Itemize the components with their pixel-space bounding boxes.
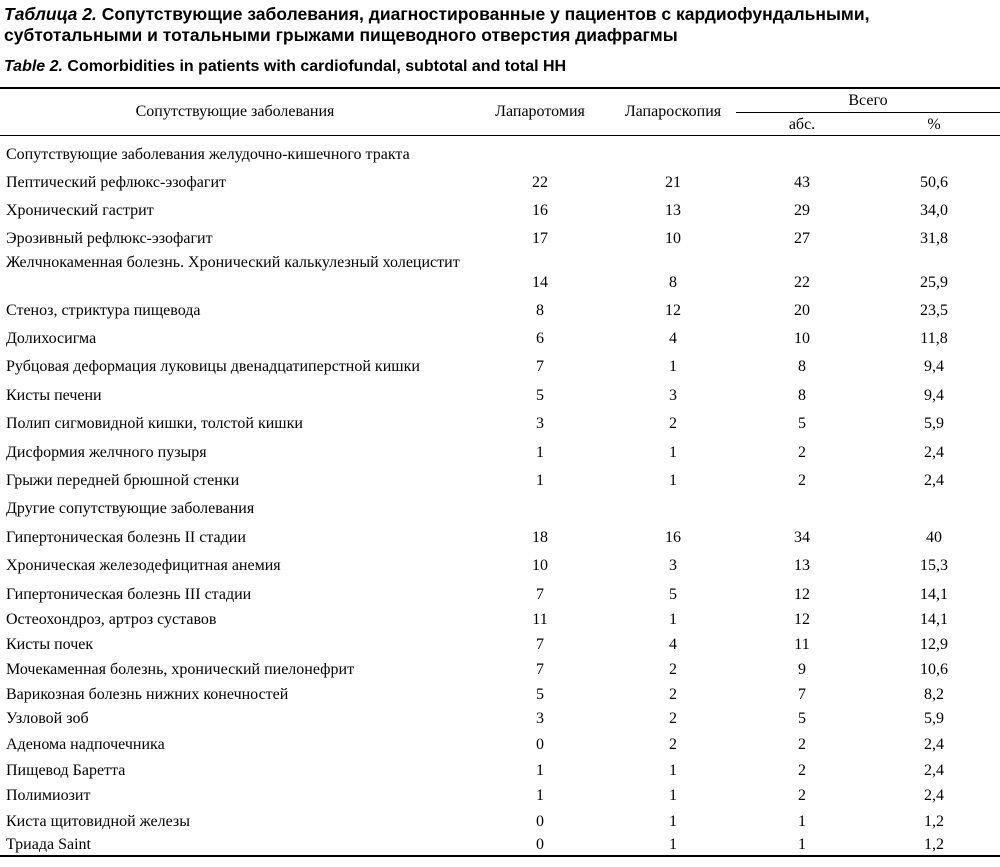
table-header-rule [0,135,1000,136]
cell-total-abs: 22 [794,274,810,291]
cell-laparotomy: 1 [536,762,544,779]
cell-laparoscopy: 13 [665,202,681,219]
header-total-percent: % [927,116,941,133]
cell-laparoscopy: 1 [669,611,677,628]
cell-total-percent: 11,8 [920,330,948,347]
cell-laparoscopy: 1 [669,836,677,853]
cell-total-abs: 8 [798,358,806,375]
cell-total-abs: 8 [798,387,806,404]
cell-laparoscopy: 2 [669,710,677,727]
cell-total-percent: 10,6 [920,661,948,678]
cell-laparotomy: 14 [532,274,548,291]
cell-laparotomy: 1 [536,444,544,461]
header-laparoscopy: Лапароскопия [624,103,722,120]
cell-laparotomy: 3 [536,415,544,432]
table-caption-en [4,57,996,77]
cell-comorbidity: Пищевод Баретта [6,762,126,779]
cell-laparotomy: 5 [536,387,544,404]
cell-laparoscopy: 5 [669,586,677,603]
cell-total-percent: 25,9 [920,274,948,291]
cell-total-percent: 14,1 [920,586,948,603]
cell-total-abs: 27 [794,230,810,247]
cell-total-percent: 2,4 [924,762,944,779]
cell-total-abs: 12 [794,611,810,628]
cell-laparoscopy: 1 [669,787,677,804]
table-caption-ru-text: Сопутствующие заболевания, диагностированные у пациентов с кардиофундальными, субтотальными и тотальными грыжами пищеводного отверстия диафрагмы [4,4,870,45]
header-total: Всего [848,92,888,109]
cell-total-abs: 43 [794,174,810,191]
cell-laparoscopy: 10 [665,230,681,247]
cell-laparoscopy: 16 [665,529,681,546]
cell-comorbidity: Гипертоническая болезнь III стадии [6,586,252,603]
cell-laparotomy: 7 [536,661,544,678]
cell-total-abs: 20 [794,302,810,319]
cell-comorbidity: Триада Saint [6,836,91,853]
cell-total-percent: 15,3 [920,557,948,574]
cell-comorbidity: Киста щитовидной железы [6,813,190,830]
table-caption-en-label: Table 2. [4,58,63,75]
cell-laparotomy: 7 [536,636,544,653]
cell-comorbidity: Гипертоническая болезнь II стадии [6,529,246,546]
cell-total-abs: 2 [798,444,806,461]
cell-comorbidity: Желчнокаменная болезнь. Хронический калькулезный холецистит [6,254,460,271]
cell-laparoscopy: 21 [665,174,681,191]
cell-comorbidity: Остеохондроз, артроз суставов [6,611,217,628]
table-caption-en-text: Comorbidities in patients with cardiofundal, subtotal and total HH [62,58,567,75]
cell-comorbidity: Полип сигмовидной кишки, толстой кишки [6,415,303,432]
cell-laparotomy: 6 [536,330,544,347]
cell-total-percent: 40 [926,529,942,546]
cell-total-percent: 5,9 [924,415,944,432]
cell-laparotomy: 0 [536,813,544,830]
cell-laparoscopy: 1 [669,472,677,489]
cell-laparotomy: 0 [536,836,544,853]
cell-total-abs: 2 [798,787,806,804]
cell-laparoscopy: 1 [669,444,677,461]
cell-total-abs: 2 [798,736,806,753]
cell-laparotomy: 1 [536,472,544,489]
cell-total-percent: 23,5 [920,302,948,319]
cell-comorbidity: Аденома надпочечника [6,736,165,753]
cell-total-percent: 8,2 [924,686,944,703]
cell-total-percent: 12,9 [920,636,948,653]
header-laparotomy: Лапаротомия [495,103,585,120]
cell-total-abs: 11 [794,636,810,653]
cell-laparoscopy: 3 [669,557,677,574]
cell-comorbidity: Дисформия желчного пузыря [6,444,207,461]
cell-comorbidity: Грыжи передней брюшной стенки [6,472,240,489]
cell-laparotomy: 18 [532,529,548,546]
cell-laparoscopy: 12 [665,302,681,319]
cell-laparoscopy: 2 [669,686,677,703]
cell-laparoscopy: 4 [669,330,677,347]
cell-total-percent: 14,1 [920,611,948,628]
cell-total-percent: 2,4 [924,736,944,753]
cell-laparotomy: 3 [536,710,544,727]
cell-total-percent: 2,4 [924,444,944,461]
cell-laparotomy: 7 [536,358,544,375]
cell-comorbidity: Рубцовая деформация луковицы двенадцатиперстной кишки [6,358,420,375]
cell-total-percent: 1,2 [924,836,944,853]
cell-laparoscopy: 1 [669,813,677,830]
cell-total-abs: 2 [798,762,806,779]
cell-total-percent: 2,4 [924,472,944,489]
header-total-abs: абс. [788,116,816,133]
cell-total-percent: 9,4 [924,387,944,404]
cell-comorbidity: Полимиозит [6,787,91,804]
cell-laparoscopy: 1 [669,762,677,779]
cell-comorbidity: Эрозивный рефлюкс-эзофагит [6,230,213,247]
cell-comorbidity: Хроническая железодефицитная анемия [6,557,281,574]
cell-comorbidity: Варикозная болезнь нижних конечностей [6,686,289,703]
section-title: Другие сопутствующие заболевания [6,500,255,517]
cell-total-abs: 10 [794,330,810,347]
cell-laparotomy: 17 [532,230,548,247]
cell-comorbidity: Узловой зоб [6,710,89,727]
table-top-rule [0,87,1000,89]
table-caption-ru [4,4,996,46]
cell-total-abs: 34 [794,529,810,546]
cell-comorbidity: Кисты печени [6,387,102,404]
cell-laparotomy: 22 [532,174,548,191]
cell-comorbidity: Пептический рефлюкс-эзофагит [6,174,227,191]
cell-laparotomy: 16 [532,202,548,219]
cell-laparotomy: 0 [536,736,544,753]
cell-laparotomy: 10 [532,557,548,574]
cell-comorbidity: Стеноз, стриктура пищевода [6,302,201,319]
cell-laparoscopy: 3 [669,387,677,404]
cell-total-percent: 34,0 [920,202,948,219]
cell-total-abs: 5 [798,710,806,727]
cell-laparoscopy: 2 [669,736,677,753]
cell-total-abs: 5 [798,415,806,432]
cell-comorbidity: Хронический гастрит [6,202,154,219]
cell-laparoscopy: 2 [669,661,677,678]
cell-laparotomy: 11 [532,611,548,628]
cell-laparoscopy: 1 [669,358,677,375]
cell-total-abs: 9 [798,661,806,678]
cell-total-abs: 1 [798,836,806,853]
cell-total-percent: 50,6 [920,174,948,191]
cell-total-abs: 29 [794,202,810,219]
cell-comorbidity: Долихосигма [6,330,97,347]
table-bottom-rule [0,855,1000,857]
cell-laparotomy: 5 [536,686,544,703]
cell-total-percent: 5,9 [924,710,944,727]
section-title: Сопутствующие заболевания желудочно-кишечного тракта [6,146,410,163]
cell-total-abs: 1 [798,813,806,830]
cell-laparotomy: 8 [536,302,544,319]
cell-total-abs: 2 [798,472,806,489]
cell-total-percent: 1,2 [924,813,944,830]
cell-laparotomy: 1 [536,787,544,804]
cell-laparoscopy: 2 [669,415,677,432]
cell-total-percent: 31,8 [920,230,948,247]
cell-total-percent: 9,4 [924,358,944,375]
cell-total-abs: 7 [798,686,806,703]
cell-laparotomy: 7 [536,586,544,603]
cell-total-abs: 13 [794,557,810,574]
cell-laparoscopy: 8 [669,274,677,291]
cell-total-percent: 2,4 [924,787,944,804]
cell-comorbidity: Мочекаменная болезнь, хронический пиелонефрит [6,661,355,678]
cell-total-abs: 12 [794,586,810,603]
header-comorbidities: Сопутствующие заболевания [135,103,335,120]
table-caption-ru-label: Таблица 2. [4,4,97,24]
cell-comorbidity: Кисты почек [6,636,94,653]
total-subheader-rule [736,112,1000,113]
cell-laparoscopy: 4 [669,636,677,653]
